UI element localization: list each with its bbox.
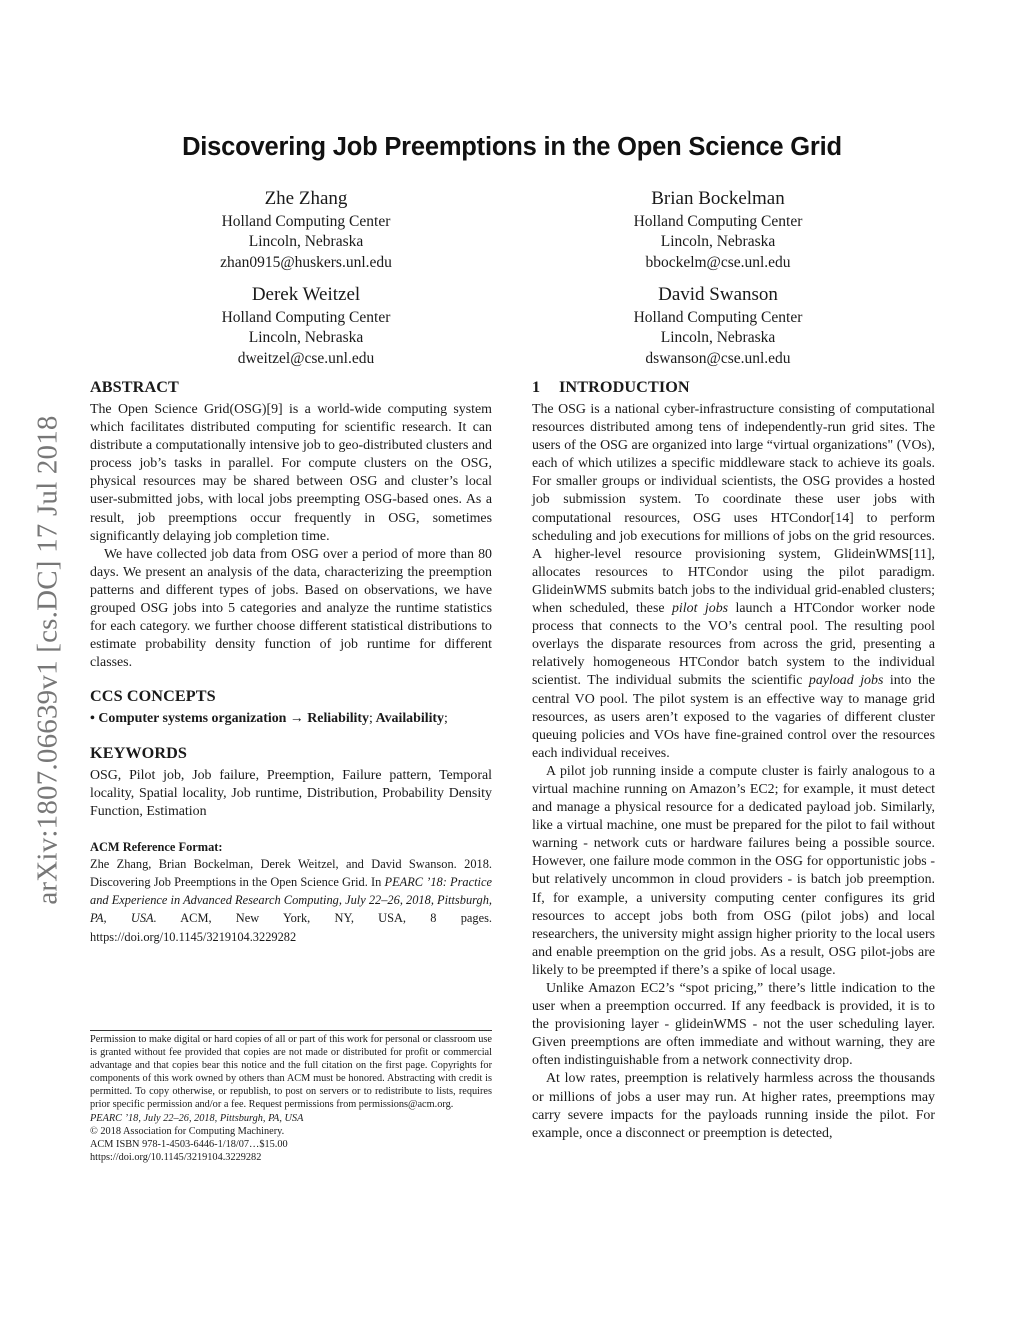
intro-p1-part-b: launch a HTCondor worker node process that connects to the VO’s central pool. The resulting pool overlays the disparate resources from across the grid, presenting a relatively homogeneous HTCondor batch system to the individual scientist. The individual submits the scientific xyxy=(532,601,935,689)
author-block-4 xyxy=(528,284,908,369)
permission-footnote xyxy=(90,1030,492,1164)
permission-copyright: © 2018 Association for Computing Machinery. xyxy=(90,1125,285,1137)
intro-paragraph-3: Unlike Amazon EC2’s “spot pricing,” there’s little indication to the user when a preemption occurred. If any feedback is provided, it is to the provisioning layer - glideinWMS - not the user scheduling layer. Given preemptions are often immediate and without warning, they are often indistinguishable from a network connectivity drop. xyxy=(532,981,935,1069)
author-block-1 xyxy=(116,188,496,273)
intro-heading xyxy=(532,377,935,397)
left-column xyxy=(90,377,492,946)
permission-text: Permission to make digital or hard copies of all or part of this work for personal or classroom use is granted without fee provided that copies are not made or distributed for profit or commercial advantage and that copies bear this notice and the full citation on the first page. Copyrights for components of this work owned by others than ACM must be honored. Abstracting with credit is permitted. To copy otherwise, or republish, to post on servers or to redistribute to lists, requires prior specific permission and/or a fee. Request permissions from permissions@acm.org. xyxy=(90,1034,492,1111)
ccs-arrow: → xyxy=(289,711,304,727)
permission-isbn: ACM ISBN 978-1-4503-6446-1/18/07…$15.00 xyxy=(90,1138,288,1150)
author-email: dswanson@cse.unl.edu xyxy=(645,349,791,367)
acm-ref-venue: PEARC ’18: Practice and Experience in Advanced Research Computing, July 22–26, 2018, Pittsburgh, PA, USA. xyxy=(90,874,492,926)
ccs-part-2: Reliability xyxy=(307,711,369,727)
ccs-bullet: • xyxy=(90,711,95,727)
ccs-concepts xyxy=(90,710,492,728)
author-affiliation: Holland Computing Center xyxy=(633,213,803,230)
author-affiliation: Holland Computing Center xyxy=(633,309,803,326)
author-name: Brian Bockelman xyxy=(651,188,785,209)
section-title: INTRODUCTION xyxy=(559,378,690,396)
intro-p1-emphasis-2: payload jobs xyxy=(808,673,884,689)
permission-conference: PEARC ’18, July 22–26, 2018, Pittsburgh, PA, USA xyxy=(90,1112,304,1124)
acm-ref-heading: ACM Reference Format: xyxy=(90,839,223,854)
arxiv-stamp-text: arXiv:1807.06639v1 [cs.DC] 17 Jul 2018 xyxy=(31,415,64,905)
author-location: Lincoln, Nebraska xyxy=(248,233,364,251)
author-name: Derek Weitzel xyxy=(251,284,361,305)
abstract-paragraph-2: We have collected job data from OSG over a period of more than 80 days. We present an analysis of the data, characterizing the preemption patterns and different types of jobs. Based on observations, we have grouped OSG jobs into 5 categories and analyze the runtime statistics for each category. we further choose different statistical distributions to estimate probability density function of job runtime for different classes. xyxy=(90,546,492,671)
author-affiliation: Holland Computing Center xyxy=(221,213,391,230)
acm-ref-part-2: ACM, New York, NY, USA, 8 pages. https://doi.org/10.1145/3219104.3229282 xyxy=(90,911,492,944)
abstract-paragraph-1: The Open Science Grid(OSG)[9] is a world-wide computing system which facilitates distributed computing for scientific research. It can distribute a computationally intensive job to geo-distributed clusters and process job’s tasks in parallel. For compute clusters on the OSG, physical resources may be shared between OSG and cluster’s local user-submitted jobs, with local jobs preempting OSG-based ones. As a result, job preemptions occur frequently in OSG, sometimes significantly delaying job completion time. xyxy=(90,402,492,544)
intro-p1-part-c: into the central VO pool. The pilot system is an effective way to manage grid resources, as users aren’t exposed to the vagaries of different cluster queuing policies and VOs have fine-grained control over the resources each individual receives. xyxy=(532,673,935,761)
author-email: dweitzel@cse.unl.edu xyxy=(237,349,375,367)
author-name: Zhe Zhang xyxy=(264,188,348,209)
paper-title: Discovering Job Preemptions in the Open Science Grid xyxy=(182,133,842,161)
right-column xyxy=(532,377,935,1143)
permission-doi: https://doi.org/10.1145/3219104.3229282 xyxy=(90,1151,262,1163)
keywords-text: OSG, Pilot job, Job failure, Preemption, Failure pattern, Temporal locality, Spatial locality, Job runtime, Distribution, Probability Density Function, Estimation xyxy=(90,767,492,819)
author-block-2 xyxy=(528,188,908,273)
ccs-part-1: Computer systems organization xyxy=(98,711,287,727)
ccs-part-3: Availability xyxy=(375,711,445,727)
intro-p1-emphasis-1: pilot jobs xyxy=(671,601,729,617)
author-name: David Swanson xyxy=(658,284,778,305)
author-location: Lincoln, Nebraska xyxy=(660,233,776,251)
keywords-heading: KEYWORDS xyxy=(90,743,188,762)
ccs-separator: ; xyxy=(369,711,373,727)
author-block-3 xyxy=(116,284,496,369)
acm-ref-part-1: Zhe Zhang, Brian Bockelman, Derek Weitzel, and David Swanson. 2018. Discovering Job Preemptions in the Open Science Grid. In xyxy=(90,856,492,889)
intro-paragraph-2: A pilot job running inside a compute cluster is fairly analogous to a virtual machine running on Amazon’s EC2; for example, it must detect and manage a physical resource for a dedicated payload job. Similarly, like a virtual machine, one must be prepared for the pilot to fail without warning - network cuts or hardware failures being a possible source. However, one failure mode common in the OSG for opportunistic jobs - but relatively uncommon in cloud providers - is batch job preemption. If, for example, a university computing center configures its grid resources to accept jobs both from OSG (pilot jobs) and local researchers, the university might assign higher priority to the local users and enable preemption on the grid jobs. As a result, OSG pilot-jobs are likely to be preempted if there’s a spike of local usage. xyxy=(532,763,935,978)
section-number: 1 xyxy=(532,378,541,396)
intro-paragraph-1 xyxy=(532,401,935,763)
abstract-heading: ABSTRACT xyxy=(90,378,179,396)
author-affiliation: Holland Computing Center xyxy=(221,309,391,326)
author-location: Lincoln, Nebraska xyxy=(660,329,776,347)
intro-p1-part-a: The OSG is a national cyber-infrastructure consisting of computational resources distributed among tens of independently-run grid sites. The users of the OSG are organized into large “virtual organizations" (VOs), each of which utilizes a specific middleware stack to achieve its goals. For smaller groups or individual scientists, the OSG provides a hosted job submission system. To coordinate these user jobs with computational resources, OSG uses HTCondor[14] to perform scheduling and job executions for millions of jobs on the grid resources. A higher-level resource provisioning system, GlideinWMS[11], allocates resources to HTCondor using the pilot paradigm. GlideinWMS submits batch jobs to the individual grid-enabled clusters; when scheduled, these xyxy=(532,402,935,617)
arxiv-stamp xyxy=(28,365,68,955)
author-location: Lincoln, Nebraska xyxy=(248,329,364,347)
author-email: zhan0915@huskers.unl.edu xyxy=(220,253,392,271)
acm-ref-text xyxy=(90,855,492,946)
ccs-heading: CCS CONCEPTS xyxy=(90,687,216,706)
author-email: bbockelm@cse.unl.edu xyxy=(645,253,791,271)
intro-paragraph-4: At low rates, preemption is relatively harmless across the thousands or millions of jobs a user may run. At higher rates, preemptions may carry severe impacts for the payloads running inside the pilot. For example, once a disconnect or preemption is detected, xyxy=(532,1071,935,1141)
ccs-end: ; xyxy=(444,711,448,727)
